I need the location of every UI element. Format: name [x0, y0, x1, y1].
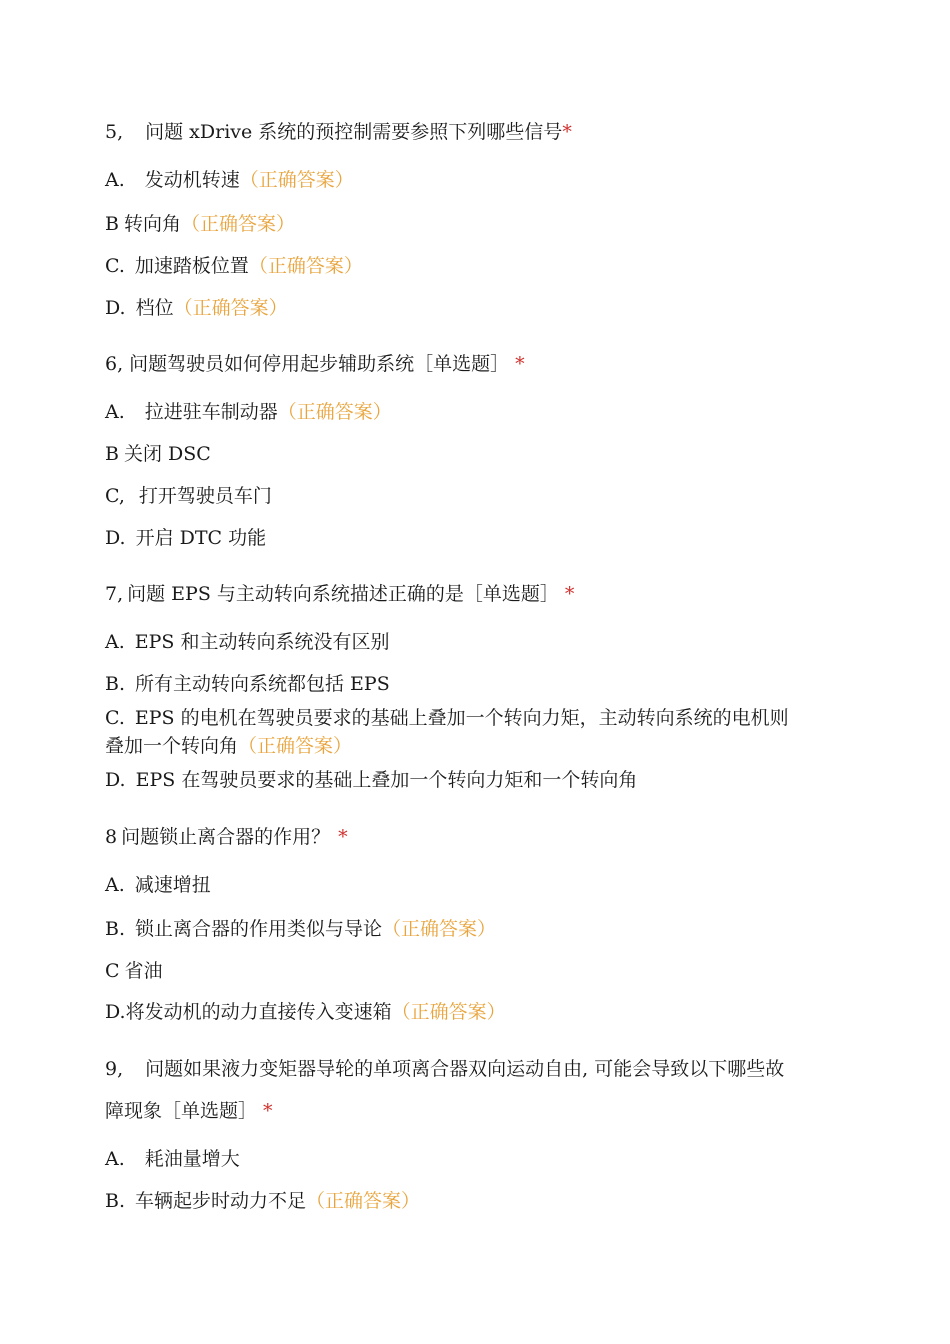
correct-answer-tag: （正确答案） — [173, 297, 288, 319]
option-label: A. — [105, 1148, 125, 1170]
option-7c-continued — [105, 734, 352, 758]
option-text: 发动机转速 — [144, 169, 240, 191]
option-7a — [105, 630, 389, 654]
option-label: D. — [105, 297, 126, 319]
option-7c — [105, 706, 789, 730]
option-label: C, — [105, 485, 125, 507]
option-text: 将发动机的动力直接传入变速箱 — [125, 1001, 392, 1023]
required-mark: * — [263, 1100, 273, 1122]
question-9-title-continued — [105, 1099, 273, 1123]
required-mark: * — [515, 353, 525, 375]
option-5c — [105, 254, 363, 278]
question-8-title — [105, 825, 348, 849]
question-text: 问题锁止离合器的作用？ — [121, 826, 331, 848]
correct-answer-tag: （正确答案） — [239, 169, 354, 191]
option-text: 打开驾驶员车门 — [138, 485, 272, 507]
option-text: 转向角 — [123, 213, 181, 235]
option-8a — [105, 873, 211, 897]
option-label: C. — [105, 707, 125, 729]
option-label: B — [105, 443, 119, 465]
option-6c — [105, 484, 272, 508]
option-9a — [105, 1147, 240, 1171]
option-text: 锁止离合器的作用类似与导论 — [135, 918, 383, 940]
option-text: 拉进驻车制动器 — [144, 401, 278, 423]
option-6b — [105, 442, 211, 466]
option-5a — [105, 168, 354, 192]
question-text: 问题驾驶员如何停用起步辅助系统［单选题］ — [129, 353, 510, 375]
option-text: 开启 DTC 功能 — [135, 527, 267, 549]
option-7d — [105, 768, 637, 792]
option-label: D. — [105, 1001, 126, 1023]
option-text: EPS 的电机在驾驶员要求的基础上叠加一个转向力矩，主动转向系统的电机则 — [134, 707, 789, 729]
option-label: B. — [105, 673, 126, 695]
correct-answer-tag: （正确答案） — [382, 918, 497, 940]
question-text: 问题如果液力变矩器导轮的单项离合器双向运动自由, 可能会导致以下哪些故 — [145, 1058, 785, 1080]
question-number: 8 — [105, 826, 118, 848]
option-label: D. — [105, 527, 126, 549]
question-5-title — [105, 120, 572, 144]
correct-answer-tag: （正确答案） — [248, 255, 363, 277]
question-text-continued: 障现象［单选题］ — [105, 1100, 258, 1122]
option-label: B — [105, 213, 119, 235]
correct-answer-tag: （正确答案） — [277, 401, 392, 423]
option-label: C. — [105, 255, 125, 277]
option-6a — [105, 400, 392, 424]
correct-answer-tag: （正确答案） — [180, 213, 295, 235]
option-5b — [105, 212, 295, 236]
option-text-continued: 叠加一个转向角 — [105, 735, 239, 757]
option-8d — [105, 1000, 506, 1024]
option-label: A. — [105, 631, 125, 653]
question-6-title — [105, 352, 525, 376]
option-text: 车辆起步时动力不足 — [135, 1190, 307, 1212]
question-7-title — [105, 582, 574, 606]
option-label: B. — [105, 918, 126, 940]
option-label: D. — [105, 769, 126, 791]
question-text: 问题 xDrive 系统的预控制需要参照下列哪些信号 — [145, 121, 563, 143]
option-5d — [105, 296, 288, 320]
option-8b — [105, 917, 496, 941]
option-7b — [105, 672, 390, 696]
correct-answer-tag: （正确答案） — [391, 1001, 506, 1023]
option-9b — [105, 1189, 420, 1213]
question-text: 问题 EPS 与主动转向系统描述正确的是［单选题］ — [127, 583, 559, 605]
required-mark: * — [564, 583, 575, 605]
correct-answer-tag: （正确答案） — [238, 735, 353, 757]
option-label: A. — [105, 169, 125, 191]
question-number: 6, — [105, 353, 124, 375]
option-label: A. — [105, 401, 125, 423]
question-number: 7, — [105, 583, 124, 605]
option-text: EPS 在驾驶员要求的基础上叠加一个转向力矩和一个转向角 — [135, 769, 638, 791]
option-text: 减速增扭 — [134, 874, 211, 896]
option-text: EPS 和主动转向系统没有区别 — [134, 631, 390, 653]
option-text: 耗油量增大 — [144, 1148, 240, 1170]
option-text: 所有主动转向系统都包括 EPS — [135, 673, 390, 695]
option-label: B. — [105, 1190, 126, 1212]
option-text: 省油 — [124, 960, 163, 982]
option-6d — [105, 526, 266, 550]
option-text: 关闭 DSC — [123, 443, 211, 465]
option-8c — [105, 959, 163, 983]
question-9-title — [105, 1057, 784, 1081]
question-number: 9, — [105, 1058, 124, 1080]
option-text: 加速踏板位置 — [134, 255, 249, 277]
question-number: 5, — [105, 121, 124, 143]
required-mark: * — [562, 121, 572, 143]
option-label: C — [105, 960, 120, 982]
option-label: A. — [105, 874, 125, 896]
correct-answer-tag: （正确答案） — [306, 1190, 421, 1212]
required-mark: * — [338, 826, 348, 848]
option-text: 档位 — [135, 297, 174, 319]
